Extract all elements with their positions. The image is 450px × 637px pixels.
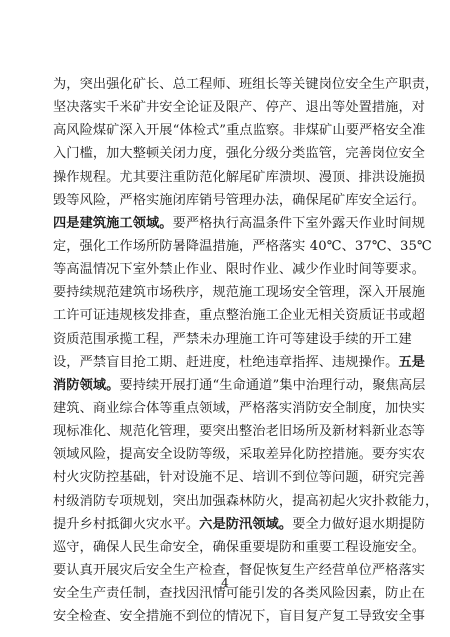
text-run: 要全力做好退水期提防 bbox=[292, 516, 426, 532]
text-line bbox=[53, 443, 426, 466]
text-run: 操作规程。尤其要注重防范化解尾矿库溃坝、漫顶、排洪设施损 bbox=[53, 169, 426, 185]
section-heading: 四是建筑施工领域。 bbox=[53, 215, 173, 231]
text-run: 等高温情况下室外禁止作业、限时作业、减少作业时间等要求。 bbox=[53, 262, 426, 278]
text-line bbox=[53, 513, 426, 536]
text-run: 设，严禁盲目抢工期、赶进度，杜绝违章指挥、违规操作。 bbox=[53, 354, 399, 370]
text-line bbox=[53, 351, 426, 374]
text-line bbox=[53, 235, 432, 258]
text-run: 巡守，确保人民生命安全，确保重要堤防和重要工程设施安全。 bbox=[53, 539, 426, 555]
text-line bbox=[53, 96, 426, 119]
section-heading: 五是 bbox=[398, 354, 426, 370]
text-run: 建筑、商业综合体等重点领域，严格落实消防安全制度，加快实 bbox=[53, 400, 426, 416]
text-line bbox=[53, 212, 426, 235]
text-line bbox=[53, 119, 426, 142]
text-run: 高风险煤矿深入开展“体检式”重点监察。非煤矿山要严格安全准 bbox=[53, 123, 426, 139]
text-run: 村级消防专项规划，突出加强森林防火，提高初起火灾扑救能力， bbox=[53, 493, 439, 509]
text-line bbox=[53, 605, 426, 628]
text-line bbox=[53, 490, 439, 513]
text-run: 安全检查、安全措施不到位的情况下，盲目复产复工导致安全事 bbox=[53, 609, 426, 625]
text-line bbox=[53, 73, 439, 96]
text-run: 定，强化工作场所防暑降温措施，严格落实 40℃、37℃、35℃ bbox=[53, 238, 432, 254]
text-run: 坚决落实千米矿井安全论证及限产、停产、退出等处置措施，对 bbox=[53, 100, 426, 116]
text-line bbox=[53, 397, 426, 420]
page-number: 4 bbox=[221, 576, 229, 590]
text-run: 要严格执行高温条件下室外露天作业时间规 bbox=[172, 215, 426, 231]
text-run: 工许可证违规核发排查，重点整治施工企业无相关资质证书或超 bbox=[53, 308, 426, 324]
text-line bbox=[53, 420, 426, 443]
text-run: 入门槛，加大整顿关闭力度，强化分级分类监管，完善岗位安全 bbox=[53, 146, 426, 162]
text-line bbox=[53, 142, 426, 165]
text-line bbox=[53, 374, 426, 397]
text-run: 提升乡村抵御火灾水平。 bbox=[53, 516, 200, 532]
text-line bbox=[53, 258, 426, 281]
section-heading: 消防领域。 bbox=[53, 377, 120, 393]
section-heading: 六是防汛领域。 bbox=[199, 516, 293, 532]
text-line bbox=[53, 166, 426, 189]
text-line bbox=[53, 466, 426, 489]
text-run: 为，突出强化矿长、总工程师、班组长等关键岗位安全生产职责， bbox=[53, 77, 439, 92]
text-run: 领域风险，提高安全设防等级，采取差异化防控措施。要夯实农 bbox=[53, 447, 426, 463]
text-line bbox=[53, 304, 426, 327]
text-run: 资质范围承揽工程，严禁未办理施工许可等建设手续的开工建 bbox=[53, 331, 412, 347]
text-run: 要认真开展灾后安全生产检查，督促恢复生产经营单位严格落实 bbox=[53, 562, 426, 578]
text-run: 安全生产责任制，查找因汛情可能引发的各类风险因素，防止在 bbox=[53, 586, 426, 602]
text-run: 毁等风险，严格实施闭库销号管理办法，确保尾矿库安全运行。 bbox=[53, 192, 426, 208]
text-run: 现标准化、规范化管理，要突出整治老旧场所及新材料新业态等 bbox=[53, 424, 426, 440]
text-run: 村火灾防控基础，针对设施不足、培训不到位等问题，研究完善 bbox=[53, 470, 426, 486]
text-line bbox=[53, 281, 426, 304]
text-line bbox=[53, 328, 412, 351]
body-text bbox=[53, 73, 439, 628]
text-line bbox=[53, 189, 426, 212]
text-line bbox=[53, 536, 426, 559]
text-run: 要持续规范建筑市场秩序，规范施工现场安全管理，深入开展施 bbox=[53, 285, 426, 301]
text-run: 要持续开展打通“生命通道”集中治理行动，聚焦高层 bbox=[119, 377, 426, 393]
